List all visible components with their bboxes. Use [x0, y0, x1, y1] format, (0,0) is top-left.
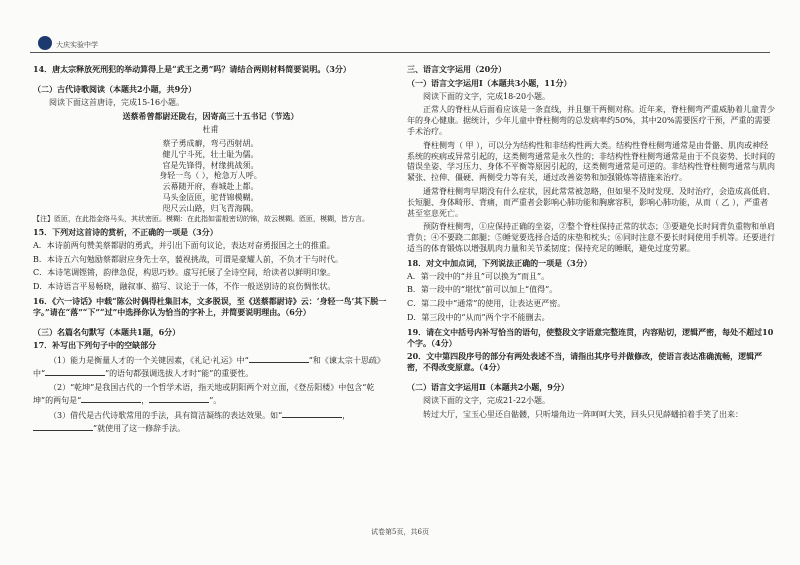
passage-paragraph: 通常脊柱侧弯早期没有什么症状，因此常常被忽略，但如果不及时发现、及时治疗，会造成高低肩、长短腿、身体畸形、背痛，而严重者会影响心肺功能和胸廓容积，影响心肺功能，从而（ 乙 ），严重者甚至室息死亡。 [407, 186, 775, 218]
subsection-2-title: （二）语言文字运用Ⅱ（本题共2小题，9分） [407, 381, 569, 392]
q17-item-3: （3）借代是古代诗歌常用的手法，具有简洁凝练的表达效果。如“ ，”就使用了这一修辞手法。 [33, 409, 388, 435]
poem-line: 咫尺云山路，归飞青海隅。 [162, 203, 259, 213]
subsection-1-title: （一）语言文字运用Ⅰ（本题共3小题，11分） [407, 77, 572, 88]
poem-body [33, 139, 388, 215]
answer-blank[interactable] [33, 422, 93, 431]
section-poetry-intro: 阅读下面这首唐诗，完成15-16小题。 [49, 97, 185, 107]
subsection-1-intro: 阅读下面的文字，完成18-20小题。 [423, 91, 551, 101]
question-14: 14．唐太宗释放死刑犯的举动算得上是“武王之勇”吗？请结合两则材料简要说明。（3分） [33, 64, 351, 74]
answer-blank[interactable] [45, 367, 105, 376]
subsection-2-intro: 阅读下面的文字，完成21-22小题。 [423, 395, 551, 405]
question-17: 17．补写出下列句子中的空缺部分 [33, 340, 157, 351]
q15-option: A．本诗前两句赞美蔡都尉的勇武，并引出下面句议论，表达对奋勇报国之士的推重。 [33, 240, 335, 250]
passage-paragraph: 预防脊柱侧弯，①应保持正确的坐姿，②整个脊柱保持正常的状态；③要避免长时间背负重物和单肩背负；④不要跷二郎腿；⑤睡觉要选择合适的床垫和枕头；⑥同时注意不要长时间使用手机等。还要进行适当的体育锻炼以增强肌肉力量和关节柔韧度；保持充足的睡眠，避免过度劳累。 [407, 222, 775, 253]
page-footer: 试卷第5页，共6页 [371, 528, 429, 536]
poem-line: 云幕随开府，春城赴上都。 [162, 182, 259, 192]
passage-paragraph: 转过大厅，宝玉心里还自骷髅，只听墙角边一阵呵呵大笑，回头只见薛蟠拍着手笑了出来： [423, 409, 743, 419]
poem-title: 送蔡希曾都尉还陇右，因寄高三十五书记（节选） [122, 111, 299, 122]
school-name: 大庆实验中学 [56, 41, 98, 49]
q17-item-2: （2）“乾坤”是我国古代的一个哲学术语，指天地或阴阳两个对立面，《登岳阳楼》中包含“乾坤”的两句是“ ， ”。 [33, 382, 375, 405]
poem-note: 【注】匼匝，在此指金络马头，其状密匝。模糊：在此指如雷般密切的锦，故云模糊。匼匝，模糊，皆方言。 [33, 214, 369, 223]
poem-author: 杜甫 [202, 125, 219, 135]
school-logo-icon [38, 36, 52, 50]
answer-blank[interactable] [149, 394, 209, 403]
poem-line: 蔡子勇成癖，弯弓西射胡。 [162, 138, 259, 148]
q18-option: D．第三段中的“从而”两个字不能删去。 [407, 312, 550, 322]
q15-option: B．本诗五六句勉励蔡都尉应身先士卒，藐视挑战，可谓是豪耀人前，不负才干与时代。 [33, 254, 343, 264]
q18-option: A．第一段中的“并且”可以换为“而且”。 [407, 271, 550, 281]
passage-paragraph: 正常人的脊柱从后面看应该是一条直线，并且躯干两侧对称。近年来，脊柱侧弯严重威胁着儿童青少年的身心健康。据统计，少年儿童中脊柱侧弯的总发病率约50%，其中20%需要医疗干预，严重的需要手术治疗。 [407, 105, 775, 136]
poem-line: 马头金匼匝，驼背锦模糊。 [162, 192, 259, 202]
q15-option: D．本诗语言平易畅晓，融叙事、描写、议论于一体，不作一般送别诗的哀伤惆怅状。 [33, 282, 336, 292]
question-16: 16．《六一诗话》中载“陈公时偶得杜集旧本，文多脱误，至《送蔡都尉诗》云：‘身轻一鸟’其下脱一字。”请在“落”“下”“过”中选择你认为恰当的字补上，并简要说明理由。（6分） [33, 295, 387, 317]
page-header [0, 0, 800, 52]
right-column [407, 64, 775, 423]
q17-item-1: （1）能力是衡量人才的一个关键因素，《礼记·礼运》中“ ”和《谏太宗十思疏》中“ ”的语句都强调选拔人才时“能”的重要性。 [33, 356, 385, 378]
left-column [33, 64, 388, 438]
section-recitation-title: （三）名篇名句默写（本题共1题，6分） [33, 326, 181, 337]
header-divider [30, 52, 770, 53]
passage-paragraph: 脊柱侧弯（ 甲 ），可以分为结构性和非结构性两大类。结构性脊柱侧弯通常是由骨骼、肌肉或神经系统的疾病或异常引起的，这类侧弯通常是永久性的；非结构性脊柱侧弯通常是由于不良姿势、长时间的错误坐姿、学习压力、身体不平衡等原因引起的，这类侧弯通常是可逆的。非结构性脊柱侧弯通常与肌肉紧张、拉伸、僵硬、两侧受力等有关，通过改善姿势和加强锻炼等措施来治疗。 [407, 140, 775, 183]
question-20: 20．文中第四段序号的部分有两处表述不当，请指出其序号并做修改，使语言表达准确流畅，逻辑严密，不得改变原意。（4分） [407, 351, 763, 373]
section-poetry-title: （二）古代诗歌阅读（本题共2小题，共9分） [33, 83, 197, 94]
question-19: 19．请在文中括号内补写恰当的语句，使整段文字语意完整连贯，内容贴切，逻辑严密，每处不超过10个字。（4分） [407, 326, 774, 348]
poem-line: 身轻一鸟（ ），枪急万人呼。 [159, 171, 262, 181]
q18-option: C．第二段中“通常”的使用，让表达更严密。 [407, 299, 566, 309]
section-language-title: 三、语言文字运用（20分） [407, 64, 507, 74]
poem-line: 健儿宁斗死，壮士耻为儒。 [162, 149, 259, 159]
answer-blank[interactable] [249, 354, 309, 363]
poem-line: 官是先锋得，材缘挑战须。 [162, 160, 259, 170]
answer-blank[interactable] [81, 394, 141, 403]
question-15: 15．下列对这首诗的赏析，不正确的一项是（3分） [33, 227, 218, 237]
answer-blank[interactable] [282, 409, 342, 418]
q18-option: B．第一段中的“堪忧”前可以加上“值得”。 [407, 285, 558, 295]
question-18: 18．对文中加点词，下列说法正确的一项是（3分） [407, 257, 592, 268]
q15-option: C．本诗笔调铿锵，韵律急促，构思巧妙。虚写托展了全诗空间，给读者以鲜明印象。 [33, 268, 336, 278]
